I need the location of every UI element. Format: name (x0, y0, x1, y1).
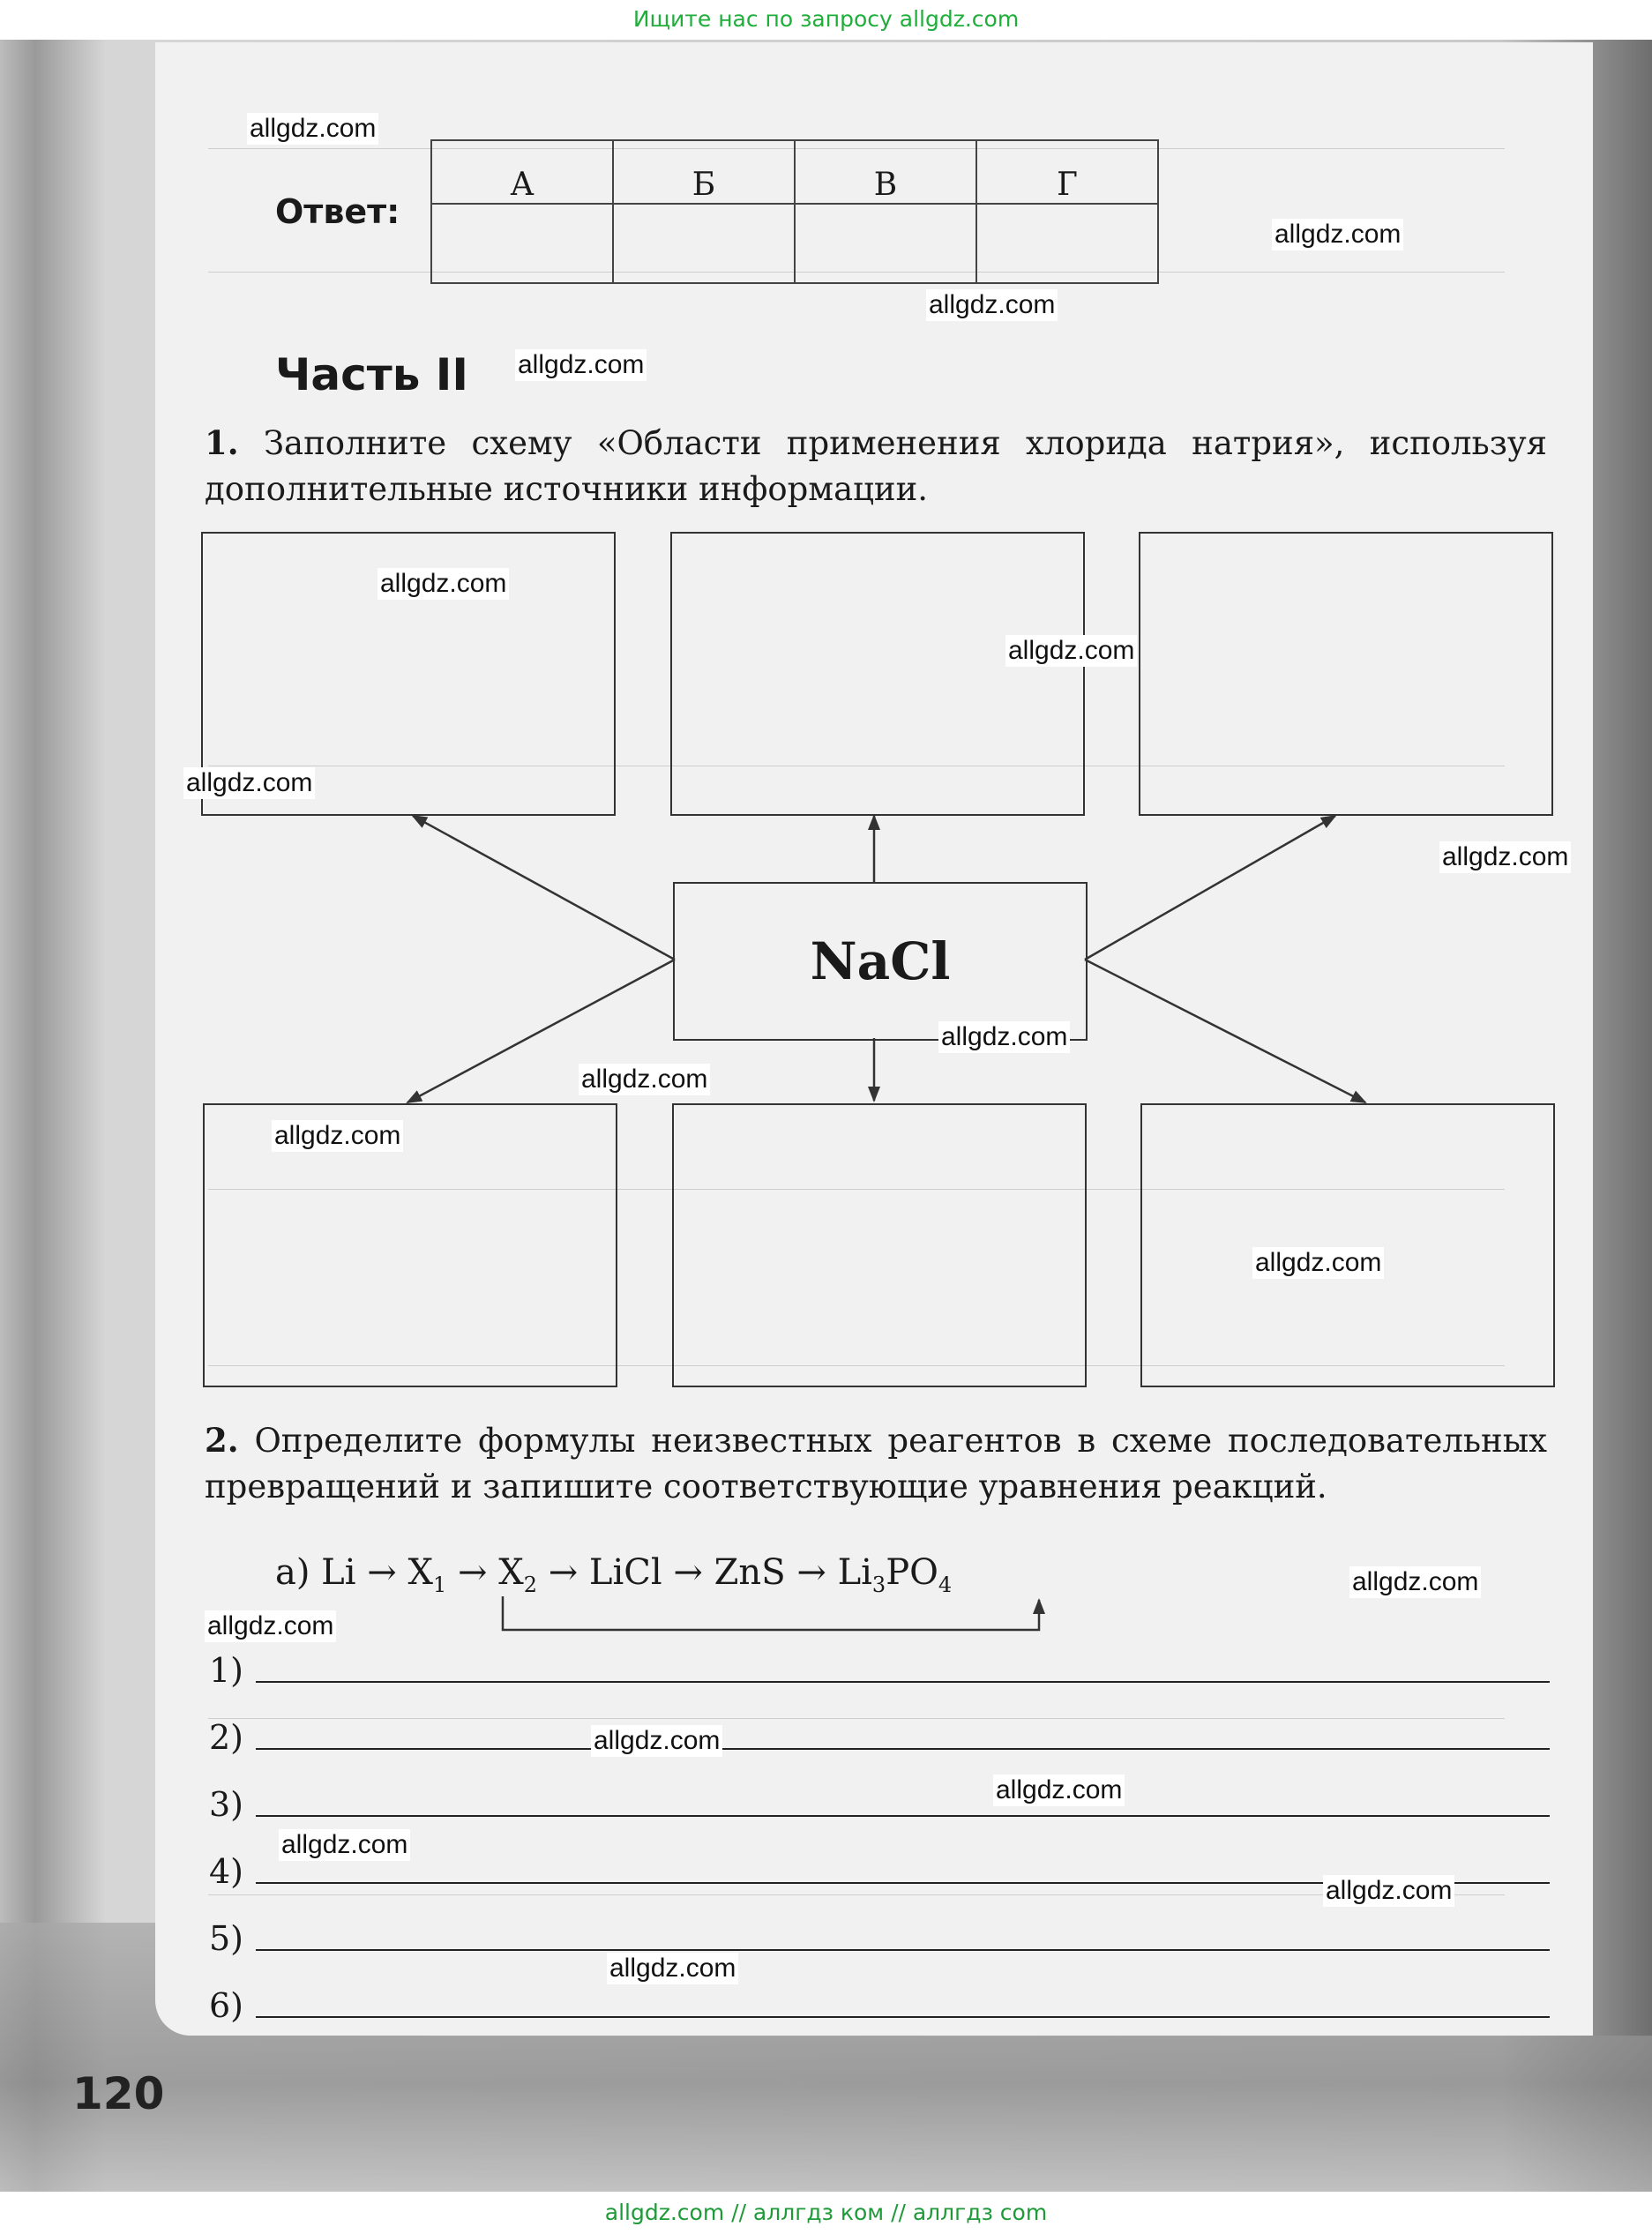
chain-arrow-4: → (673, 1552, 703, 1593)
answer-column-a: А (431, 140, 613, 204)
chain-li: Li (321, 1552, 356, 1593)
scheme-center-box (673, 882, 1088, 1041)
reaction-chain (275, 1552, 952, 1597)
part-title: Часть II (275, 349, 468, 400)
watermark: allgdz.com (579, 1064, 710, 1095)
watermark: allgdz.com (1005, 635, 1137, 667)
chain-x1: $X_1$ (407, 1552, 447, 1597)
chain-licl: LiCl (588, 1552, 662, 1593)
scheme-box-bottom-center[interactable] (672, 1103, 1087, 1387)
task-2 (205, 1417, 1547, 1510)
watermark: allgdz.com (938, 1021, 1070, 1053)
chain-zns: ZnS (714, 1552, 786, 1593)
chain-x2: $X_2$ (498, 1552, 537, 1597)
answer-line-6[interactable]: 6) (205, 1976, 1550, 2029)
bottom-banner[interactable]: allgdz.com // аллгдз ком // аллгдз com (0, 2192, 1652, 2234)
scheme-box-bottom-right[interactable] (1140, 1103, 1555, 1387)
task-2-text: Определите формулы неизвестных реагентов в схеме последовательных превращений и запишите соответствующие уравнения реакций. (205, 1422, 1548, 1506)
chain-arrow-3: → (548, 1552, 579, 1593)
answer-line-3[interactable]: 3) (205, 1774, 1550, 1827)
arrow-to-top-left (413, 816, 675, 960)
chain-li3po4: $Li_3PO_4$ (837, 1552, 953, 1597)
answer-column-g: Г (976, 140, 1158, 204)
center-label: NaCl (810, 931, 951, 991)
page-number: 120 (72, 2068, 165, 2119)
task-1-text: Заполните схему «Области применения хлорида натрия», используя дополнительные источники информации. (205, 424, 1547, 508)
answer-line-2[interactable]: 2) (205, 1707, 1550, 1760)
watermark: allgdz.com (1272, 219, 1403, 250)
scheme-box-top-center[interactable] (670, 532, 1085, 816)
top-banner[interactable]: Ищите нас по запросу allgdz.com (0, 0, 1652, 39)
watermark: allgdz.com (247, 113, 378, 145)
watermark: allgdz.com (515, 349, 647, 381)
answer-line-4[interactable]: 4) (205, 1842, 1550, 1894)
scheme-box-bottom-left[interactable] (203, 1103, 617, 1387)
chain-bracket-arrow (503, 1596, 1039, 1630)
chain-arrow-5: → (796, 1552, 826, 1593)
watermark: allgdz.com (377, 568, 509, 600)
answer-line-1[interactable]: 1) (205, 1640, 1550, 1693)
watermark: allgdz.com (1349, 1566, 1481, 1598)
answer-column-b: Б (613, 140, 795, 204)
answer-column-v: В (795, 140, 976, 204)
watermark: allgdz.com (183, 767, 315, 799)
watermark: allgdz.com (926, 289, 1058, 321)
watermark: allgdz.com (1252, 1247, 1384, 1279)
scheme-box-top-right[interactable] (1139, 532, 1553, 816)
watermark: allgdz.com (205, 1610, 336, 1642)
watermark: allgdz.com (272, 1120, 403, 1152)
task-1-number: 1. (205, 423, 239, 462)
watermark: allgdz.com (993, 1774, 1125, 1806)
watermark: allgdz.com (279, 1829, 410, 1861)
answer-line-5[interactable]: 5) (205, 1909, 1550, 1961)
chain-arrow-1: → (367, 1552, 397, 1593)
watermark: allgdz.com (1439, 841, 1571, 873)
watermark: allgdz.com (607, 1953, 738, 1984)
task-2-number: 2. (205, 1421, 239, 1460)
arrow-to-top-right (1085, 816, 1335, 960)
watermark: allgdz.com (591, 1725, 722, 1757)
watermark: allgdz.com (1323, 1875, 1454, 1907)
answer-label: Ответ: (275, 192, 400, 231)
arrow-to-bottom-right (1085, 960, 1365, 1102)
chain-arrow-2: → (457, 1552, 488, 1593)
chain-prefix: а) (275, 1552, 310, 1593)
